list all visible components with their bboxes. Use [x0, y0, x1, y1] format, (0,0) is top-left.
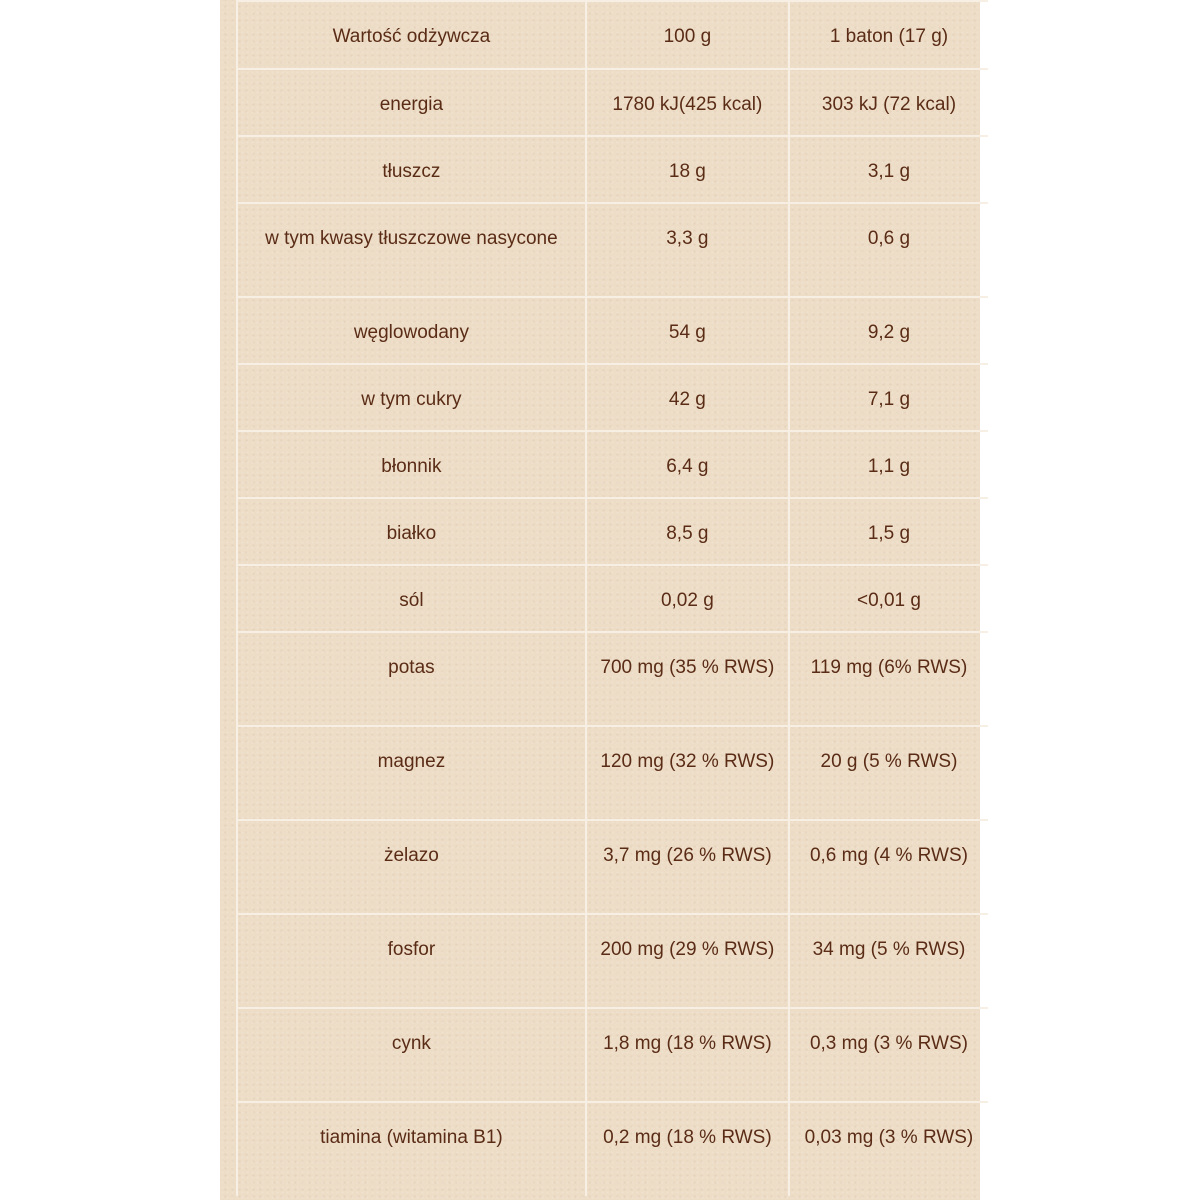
nutrition-table: [236, 0, 988, 1196]
value-per-100g: 3,3 g: [586, 203, 789, 297]
table-row: [237, 1008, 988, 1102]
value-per-100g: 1,8 mg (18 % RWS): [586, 1008, 789, 1102]
header-per-bar: 1 baton (17 g): [789, 1, 988, 69]
nutrient-name: żelazo: [237, 820, 586, 914]
nutrient-name: węglowodany: [237, 297, 586, 364]
nutrition-panel: [220, 0, 980, 1200]
value-per-100g: 18 g: [586, 136, 789, 203]
header-nutrient: Wartość odżywcza: [237, 1, 586, 69]
value-per-bar: 34 mg (5 % RWS): [789, 914, 988, 1008]
value-per-bar: 0,6 g: [789, 203, 988, 297]
table-row: [237, 914, 988, 1008]
nutrient-name: w tym kwasy tłuszczowe nasycone: [237, 203, 586, 297]
value-per-100g: 3,7 mg (26 % RWS): [586, 820, 789, 914]
table-header-row: [237, 1, 988, 69]
value-per-bar: 1,5 g: [789, 498, 988, 565]
nutrient-name: białko: [237, 498, 586, 565]
value-per-100g: 1780 kJ(425 kcal): [586, 69, 789, 136]
nutrient-name: tłuszcz: [237, 136, 586, 203]
value-per-bar: <0,01 g: [789, 565, 988, 632]
table-row: [237, 136, 988, 203]
nutrient-name: fosfor: [237, 914, 586, 1008]
value-per-100g: 54 g: [586, 297, 789, 364]
nutrient-name: sól: [237, 565, 586, 632]
nutrient-name: magnez: [237, 726, 586, 820]
table-row: [237, 820, 988, 914]
value-per-bar: 9,2 g: [789, 297, 988, 364]
value-per-bar: 303 kJ (72 kcal): [789, 69, 988, 136]
value-per-bar: 0,3 mg (3 % RWS): [789, 1008, 988, 1102]
value-per-bar: 1,1 g: [789, 431, 988, 498]
value-per-100g: 120 mg (32 % RWS): [586, 726, 789, 820]
value-per-bar: 7,1 g: [789, 364, 988, 431]
value-per-bar: 119 mg (6% RWS): [789, 632, 988, 726]
nutrient-name: energia: [237, 69, 586, 136]
nutrient-name: w tym cukry: [237, 364, 586, 431]
value-per-100g: 42 g: [586, 364, 789, 431]
header-per-100g: 100 g: [586, 1, 789, 69]
table-row: [237, 726, 988, 820]
table-row: [237, 1102, 988, 1196]
value-per-100g: 6,4 g: [586, 431, 789, 498]
value-per-bar: 0,03 mg (3 % RWS): [789, 1102, 988, 1196]
value-per-100g: 700 mg (35 % RWS): [586, 632, 789, 726]
nutrient-name: potas: [237, 632, 586, 726]
table-row: [237, 69, 988, 136]
nutrient-name: błonnik: [237, 431, 586, 498]
table-row: [237, 203, 988, 297]
value-per-bar: 0,6 mg (4 % RWS): [789, 820, 988, 914]
table-row: [237, 297, 988, 364]
table-row: [237, 431, 988, 498]
value-per-100g: 200 mg (29 % RWS): [586, 914, 789, 1008]
value-per-bar: 20 g (5 % RWS): [789, 726, 988, 820]
value-per-100g: 0,02 g: [586, 565, 789, 632]
table-row: [237, 632, 988, 726]
table-row: [237, 565, 988, 632]
value-per-100g: 8,5 g: [586, 498, 789, 565]
value-per-bar: 3,1 g: [789, 136, 988, 203]
nutrient-name: tiamina (witamina B1): [237, 1102, 586, 1196]
value-per-100g: 0,2 mg (18 % RWS): [586, 1102, 789, 1196]
table-row: [237, 498, 988, 565]
table-row: [237, 364, 988, 431]
nutrient-name: cynk: [237, 1008, 586, 1102]
